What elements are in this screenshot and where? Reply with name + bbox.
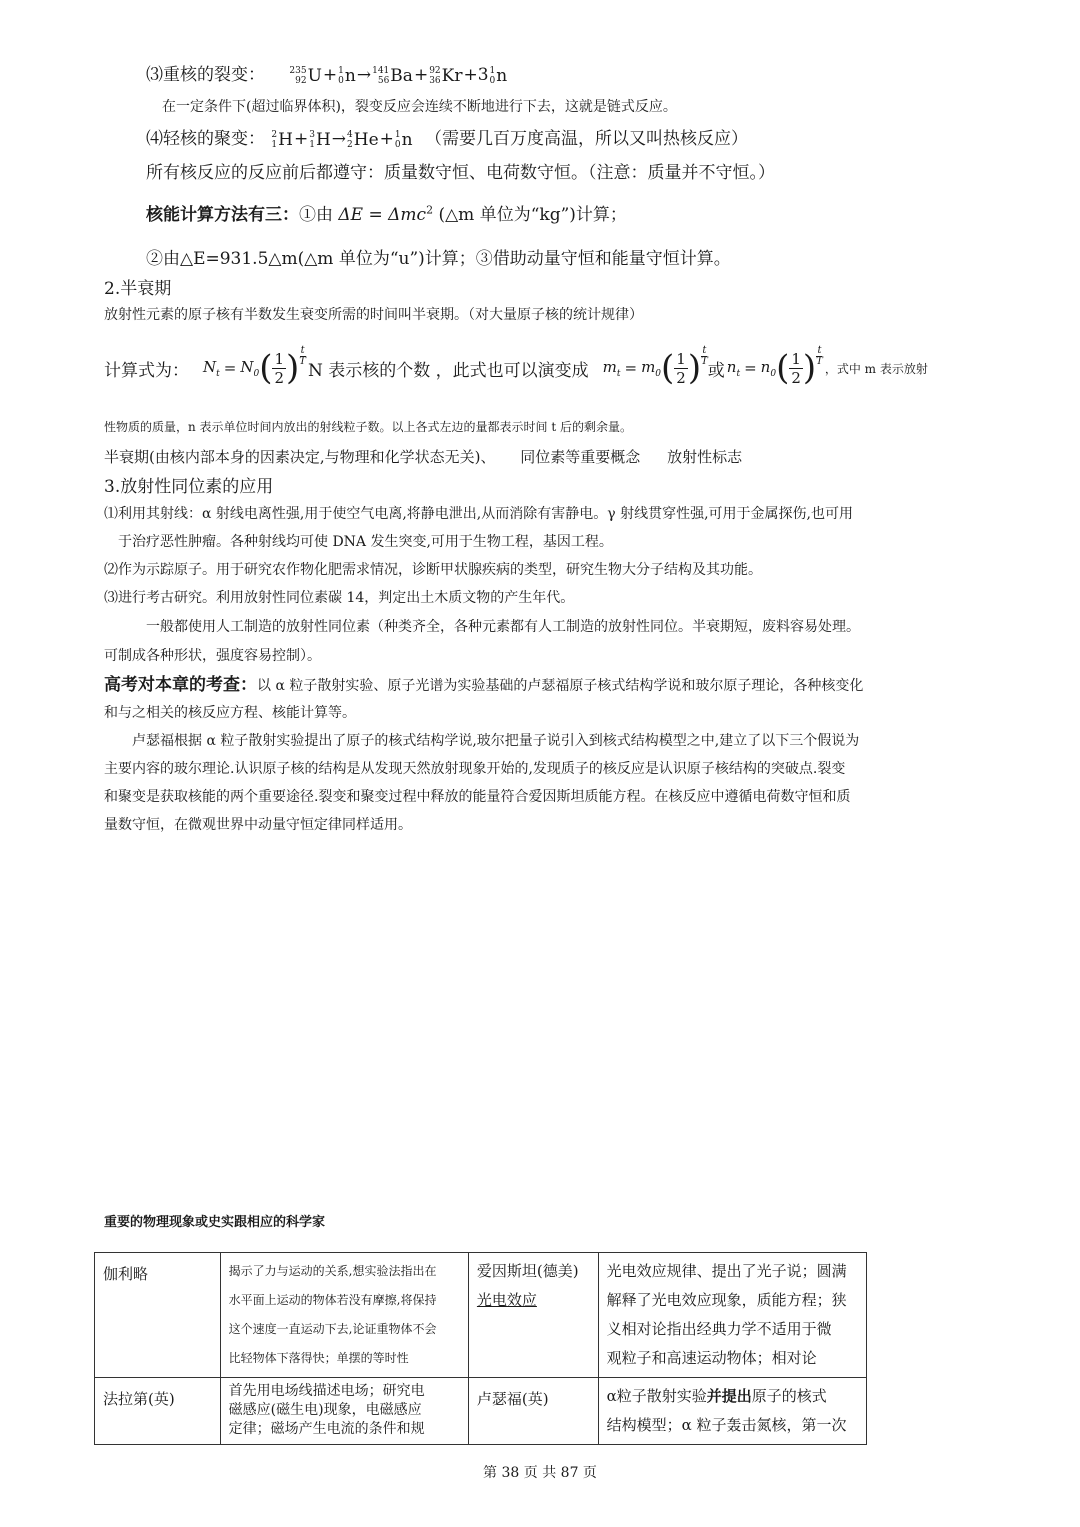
isotopes-heading: 3.放射性同位素的应用: [104, 477, 274, 497]
einstein-contributions: 光电效应规律、提出了光子说；圆满 解释了光电效应现象，质能方程；狭 义相对论指出经典力学不适用于微 观粒子和高速运动物体；相对论: [598, 1253, 866, 1378]
half-life-definition: 放射性元素的原子核有半数发生衰变所需的时间叫半衰期。（对大量原子核的统计规律）: [104, 307, 643, 323]
nuclide-kr92: 92 36 Kr: [429, 65, 463, 86]
conservation-text: 所有核反应的反应前后都遵守：质量数守恒、电荷数守恒。（注意：质量并不守恒。）: [146, 163, 775, 183]
mass-energy-formula: ΔE = Δmc: [338, 205, 427, 225]
isotopes-p4b: 可制成各种形状，强度容易控制）。: [104, 648, 321, 664]
rutherford-contributions: α粒子散射实验并提出原子的核式 结构模型；α 粒子轰击氮核，第一次: [598, 1378, 866, 1445]
half-life-formula-line: 计算式为： $N_t$ = $N_0$ ( $\frac{1}{2}$ ) t T N 表示核的个数 ，此式也可以演变成 $m_t$ = $m_0$ ( $\frac{1}{2}$ ) t T 或 $n_t$ = $n_0$ ( $\frac{1}{2}$ ) t T ，式中 m 表示放射: [104, 344, 928, 388]
nuclide-h2: 2 1 H: [271, 129, 293, 150]
scientist-name-faraday: 法拉第(英): [95, 1378, 221, 1445]
scientists-table: [94, 1252, 867, 1445]
energy-lead: 核能计算方法有三：: [146, 205, 299, 225]
photoelectric-effect-link: 光电效应: [476, 1291, 537, 1309]
n-description: N 表示核的个数 ，此式也可以演变成: [307, 360, 589, 381]
page-number: 第 38 页 共 87 页: [483, 1465, 597, 1481]
exam-focus-line-1: 高考对本章的考查：以 α 粒子散射实验、原子光谱为实验基础的卢瑟福原子核式结构学说和玻尔原子理论，各种核变化: [104, 675, 864, 695]
isotopes-p3: ⑶进行考古研究。利用放射性同位素碳 14，判定出土木质文物的产生年代。: [104, 590, 575, 606]
energy-line-2: ②由△E=931.5△m(△m 单位为“u”)计算；③借助动量守恒和能量守恒计算。: [146, 249, 731, 269]
half-life-heading: 2.半衰期: [104, 279, 172, 299]
fission-line: [146, 60, 508, 86]
nuclide-u235: 235 92 U: [289, 65, 322, 86]
summary-line-4: 量数守恒，在微观世界中动量守恒定律同样适用。: [104, 817, 412, 833]
table-row: [95, 1378, 867, 1445]
summary-line-1: 卢瑟福根据 α 粒子散射实验提出了原子的核式结构学说,玻尔把量子说引入到核式结构模型之中,建立了以下三个假说为: [132, 733, 860, 749]
table-title: 重要的物理现象或史实跟相应的科学家: [104, 1215, 326, 1230]
fission-equation: 235 92 U + 1 0 n → 141 56 Ba + 92 36 Kr +3 1 0 n: [289, 65, 508, 86]
table-row: [95, 1253, 867, 1378]
chain-reaction-text: 在一定条件下(超过临界体积)，裂变反应会连续不断地进行下去，这就是链式反应。: [162, 99, 677, 115]
energy-line-1: 核能计算方法有三：①由 ΔE = Δmc$^2$ (△m 单位为“kg”)计算；: [146, 203, 627, 225]
nuclide-he4: 4 2 He: [347, 129, 379, 150]
galileo-contributions: 揭示了力与运动的关系,想实验法指出在 水平面上运动的物体若没有摩擦,将保持 这个速度一直运动下去,论证重物体不会 比轻物体下落得快；单摆的等时性: [220, 1253, 468, 1378]
summary-line-3: 和聚变是获取核能的两个重要途径.裂变和聚变过程中释放的能量符合爱因斯坦质能方程。在核反应中遵循电荷数守恒和质: [104, 789, 851, 805]
half-life-concepts: 半衰期(由核内部本身的因素决定,与物理和化学状态无关)、 同位素等重要概念 放射性标志: [104, 448, 743, 466]
nuclide-neutron: 1 0 n: [489, 65, 508, 86]
fission-label: ⑶重核的裂变：: [146, 65, 265, 85]
exam-focus-line-2: 和与之相关的核反应方程、核能计算等。: [104, 705, 356, 721]
scientist-name-galileo: 伽利略: [95, 1253, 221, 1378]
exam-focus-lead: 高考对本章的考查：: [104, 675, 257, 695]
isotopes-p4a: 一般都使用人工制造的放射性同位素（种类齐全，各种元素都有人工制造的放射性同位。半衰期短，废料容易处理。: [146, 619, 860, 635]
fusion-note: （需要几百万度高温，所以又叫热核反应）: [425, 129, 748, 149]
isotopes-p1b: 于治疗恶性肿瘤。各种射线均可使 DNA 发生突变,可用于生物工程，基因工程。: [118, 534, 613, 550]
nuclide-h3: 3 1 H: [309, 129, 331, 150]
scientist-name-einstein: 爱因斯坦(德美) 光电效应: [468, 1253, 598, 1378]
nuclide-ba141: 141 56 Ba: [372, 65, 413, 86]
fusion-label: ⑷轻核的聚变：: [146, 129, 265, 149]
fusion-line: ⑷轻核的聚变： 2 1 H + 3 1 H → 4 2 He + 1 0 n （需要几百万度高温，所以又叫热核反应）: [146, 129, 748, 150]
summary-line-2: 主要内容的玻尔理论.认识原子核的结构是从发现天然放射现象开始的,发现质子的核反应是认识原子核结构的突破点.裂变: [104, 761, 846, 777]
nuclide-neutron: 1 0 n: [394, 129, 413, 150]
half-life-continuation: 性物质的质量，n 表示单位时间内放出的射线粒子数。以上各式左边的量都表示时间 t 后的剩余量。: [104, 420, 632, 434]
isotopes-p2: ⑵作为示踪原子。用于研究农作物化肥需求情况，诊断甲状腺疾病的类型，研究生物大分子结构及其功能。: [104, 562, 762, 578]
scientist-name-rutherford: 卢瑟福(英): [468, 1378, 598, 1445]
nuclide-neutron: 1 0 n: [338, 65, 356, 86]
faraday-contributions: 首先用电场线描述电场；研究电 磁感应(磁生电)现象，电磁感应 定律；磁场产生电流的条件和规: [220, 1378, 468, 1445]
isotopes-p1a: ⑴利用其射线：α 射线电离性强,用于使空气电离,将静电泄出,从而消除有害静电。γ 射线贯穿性强,可用于金属探伤,也可用: [104, 506, 853, 522]
